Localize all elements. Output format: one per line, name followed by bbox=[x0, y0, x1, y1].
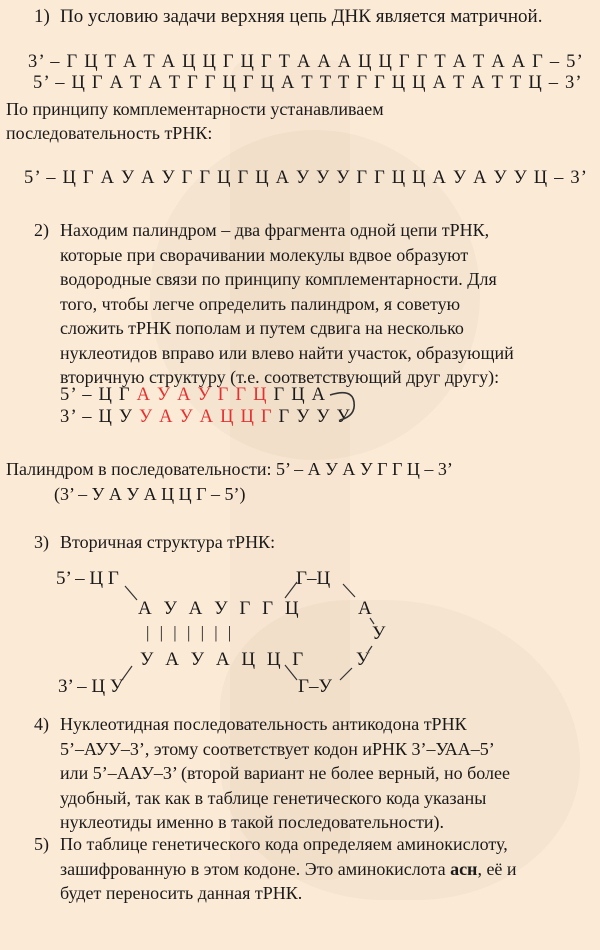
fold-bottom-strand bbox=[60, 407, 351, 428]
step1-text: По условию задачи верхняя цепь ДНК является матричной. bbox=[60, 6, 543, 27]
loop-nucleotide: А bbox=[358, 598, 372, 619]
fold-suffix: Г У У У bbox=[272, 407, 351, 427]
step2-paragraph bbox=[60, 218, 514, 390]
step-number: 5) bbox=[34, 834, 49, 854]
stem-bottom: У А У А Ц Ц Г bbox=[140, 649, 307, 670]
dna-top-strand: 3’ – Г Ц Т А Т А Ц Ц Г Ц Г Т А А А Ц Ц Г Г Т А Т А А Г – 5’ bbox=[28, 52, 584, 72]
paragraph-line: вторичную структуру (т.е. соответствующий друг другу): bbox=[60, 367, 500, 387]
paragraph-line: Нуклеотидная последовательность антикодона тРНК bbox=[60, 714, 467, 734]
fold-prefix: 3’ – Ц У bbox=[60, 407, 140, 427]
step-number: 2) bbox=[34, 220, 49, 240]
complementarity-text: последовательность тРНК: bbox=[6, 123, 213, 143]
amino-acid-name: асн bbox=[450, 858, 478, 879]
paragraph-line: водородные связи по принципу комплементарности. Для bbox=[60, 269, 497, 289]
paragraph-line: 5’–АУУ–3’, этому соответствует кодон иРНК 3’–УАА–5’ bbox=[60, 738, 495, 759]
paragraph-line: которые при сворачивании молекулы вдвое образуют bbox=[60, 244, 469, 265]
step-number: 4) bbox=[34, 714, 49, 734]
loop-nucleotide: У bbox=[372, 623, 386, 644]
step1-heading bbox=[34, 5, 542, 29]
loop-bottom: Г–У bbox=[298, 676, 332, 697]
stem-top: А У А У Г Г Ц bbox=[138, 598, 303, 619]
trna-sequence: 5’ – Ц Г А У А У Г Г Ц Г Ц А У У У Г Г Ц Ц А У А У У Ц – 3’ bbox=[24, 168, 589, 188]
fold-top-strand bbox=[60, 385, 326, 406]
paragraph-line: сложить тРНК пополам и путем сдвига на несколько bbox=[60, 318, 464, 338]
fold-highlight: У А У А Ц Ц Г bbox=[139, 407, 273, 427]
text: зашифрованную в этом кодоне. Это аминокислота bbox=[60, 858, 451, 879]
complementarity-text: По принципу комплементарности устанавливаем bbox=[6, 99, 384, 119]
paragraph-line: нуклеотидов вправо или влево найти участок, образующий bbox=[60, 342, 514, 363]
paragraph-line: того, чтобы легче определить палиндром, я советую bbox=[60, 293, 461, 314]
step-number: 1) bbox=[34, 6, 50, 27]
paragraph-line: удобный, так как в таблице генетического кода указаны bbox=[60, 787, 487, 808]
paragraph-line: нуклеотиды именно в такой последовательности). bbox=[60, 812, 445, 832]
step3-title: Вторичная структура тРНК: bbox=[60, 532, 276, 552]
palindrome-reverse: (3’ – У А У А Ц Ц Г – 5’) bbox=[54, 484, 246, 504]
dna-bottom-strand: 5’ – Ц Г А Т А Т Г Г Ц Г Ц А Т Т Т Г Г Ц Ц А Т А Т Т Ц – 3’ bbox=[33, 73, 583, 93]
fold-suffix: Г Ц А bbox=[267, 385, 327, 405]
palindrome-label: Палиндром в последовательности: 5’ – А У А У Г Г Ц – 3’ bbox=[6, 459, 453, 479]
step3-heading bbox=[34, 530, 275, 555]
fold-prefix: 5’ – Ц Г bbox=[60, 385, 137, 405]
hydrogen-bonds: | | | | | | | bbox=[146, 623, 235, 642]
step4-paragraph bbox=[60, 712, 510, 835]
trna-3-end: 3’ – Ц У bbox=[58, 676, 124, 697]
text: , её и bbox=[477, 858, 517, 879]
fold-highlight: А У А У Г Г Ц bbox=[136, 385, 268, 405]
trna-5-end: 5’ – Ц Г bbox=[56, 568, 119, 589]
paragraph-line: Находим палиндром – два фрагмента одной цепи тРНК, bbox=[60, 220, 490, 240]
paragraph-line: будет переносить данная тРНК. bbox=[60, 883, 303, 903]
loop-top: Г–Ц bbox=[296, 568, 331, 589]
loop-nucleotide: У bbox=[356, 649, 370, 670]
step5-paragraph bbox=[60, 832, 517, 906]
paragraph-line: или 5’–ААУ–3’ (второй вариант не более верный, но более bbox=[60, 763, 510, 783]
paragraph-line bbox=[60, 857, 517, 882]
paragraph-line: По таблице генетического кода определяем аминокислоту, bbox=[60, 834, 508, 854]
step-number: 3) bbox=[34, 532, 49, 552]
